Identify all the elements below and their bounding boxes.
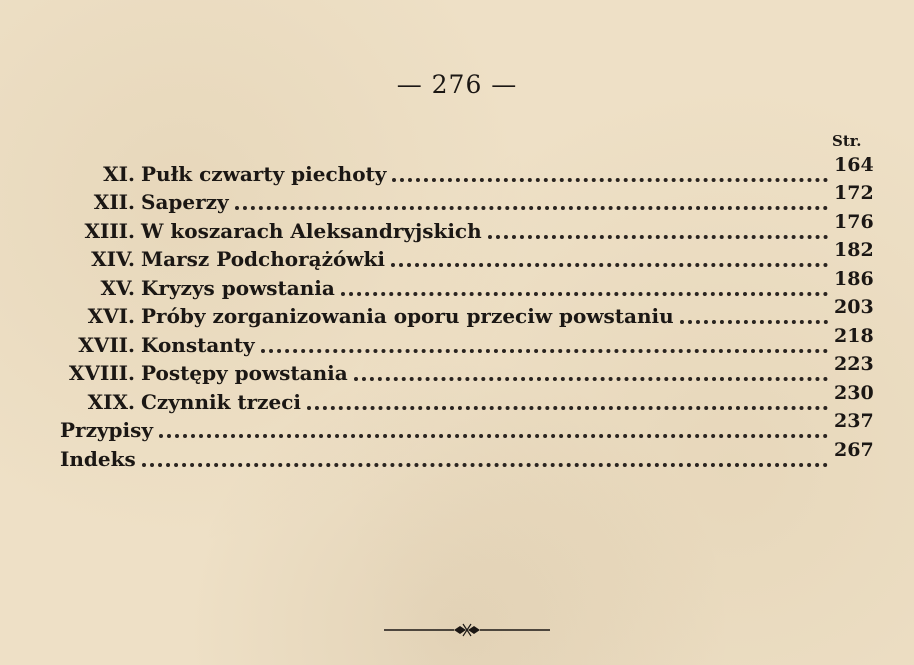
chapter-number: XIV. xyxy=(91,247,135,271)
chapter-title: Postępy powstania xyxy=(141,361,348,385)
toc-entry xyxy=(60,267,874,300)
toc-entry xyxy=(60,239,874,272)
chapter-title: Saperzy xyxy=(141,190,229,214)
dot-leader xyxy=(235,192,828,210)
page-reference: 223 xyxy=(834,353,874,375)
chapter-number: XIX. xyxy=(87,389,135,414)
chapter-title: Czynnik trzeci xyxy=(141,389,302,414)
chapter-number: XIII. xyxy=(84,218,135,243)
dot-leader xyxy=(354,363,828,381)
toc-entry xyxy=(60,438,874,471)
toc-entry xyxy=(60,381,874,414)
chapter-title: W koszarach Aleksandryjskich xyxy=(141,218,482,243)
page-reference: 230 xyxy=(834,381,874,404)
page-reference: 176 xyxy=(834,210,874,233)
page-reference: 267 xyxy=(834,438,874,461)
table-of-contents xyxy=(60,153,874,471)
toc-entry xyxy=(60,410,874,443)
toc-entry xyxy=(60,182,874,215)
page-reference: 172 xyxy=(834,182,874,204)
toc-entry xyxy=(60,296,874,329)
chapter-title: Konstanty xyxy=(141,332,255,357)
dot-leader xyxy=(391,249,828,267)
page-number: — 276 — xyxy=(396,70,518,99)
toc-entry xyxy=(60,353,874,386)
chapter-title: Pułk czwarty piechoty xyxy=(141,161,387,186)
chapter-title: Próby zorganizowania oporu przeciw powstaniu xyxy=(141,304,674,328)
section-title: Przypisy xyxy=(60,418,154,442)
page-reference: 237 xyxy=(834,410,874,432)
dot-leader xyxy=(159,420,828,438)
chapter-title: Kryzys powstania xyxy=(141,275,335,300)
page-reference: 218 xyxy=(834,324,874,347)
chapter-number: XVIII. xyxy=(68,361,135,385)
dot-leader xyxy=(341,278,828,296)
decorative-rule-icon xyxy=(384,620,550,640)
chapter-number: XV. xyxy=(100,275,135,300)
dot-leader xyxy=(392,164,828,182)
dot-leader xyxy=(488,221,828,239)
dot-leader xyxy=(142,449,828,467)
page-reference: 186 xyxy=(834,267,874,290)
toc-entry xyxy=(60,210,874,243)
page-reference: 182 xyxy=(834,239,874,261)
chapter-number: XI. xyxy=(103,161,135,186)
dot-leader xyxy=(307,392,828,410)
dot-leader xyxy=(261,335,828,353)
chapter-number: XVI. xyxy=(87,304,135,328)
chapter-title: Marsz Podchorążówki xyxy=(141,247,385,271)
toc-entry xyxy=(60,324,874,357)
page-reference: 203 xyxy=(834,296,874,318)
chapter-number: XII. xyxy=(93,190,135,214)
section-title: Indeks xyxy=(60,446,136,471)
chapter-number: XVII. xyxy=(78,332,135,357)
dot-leader xyxy=(680,306,828,324)
column-label-page: Str. xyxy=(832,132,862,150)
page-reference: 164 xyxy=(834,153,874,176)
toc-entry xyxy=(60,153,874,186)
